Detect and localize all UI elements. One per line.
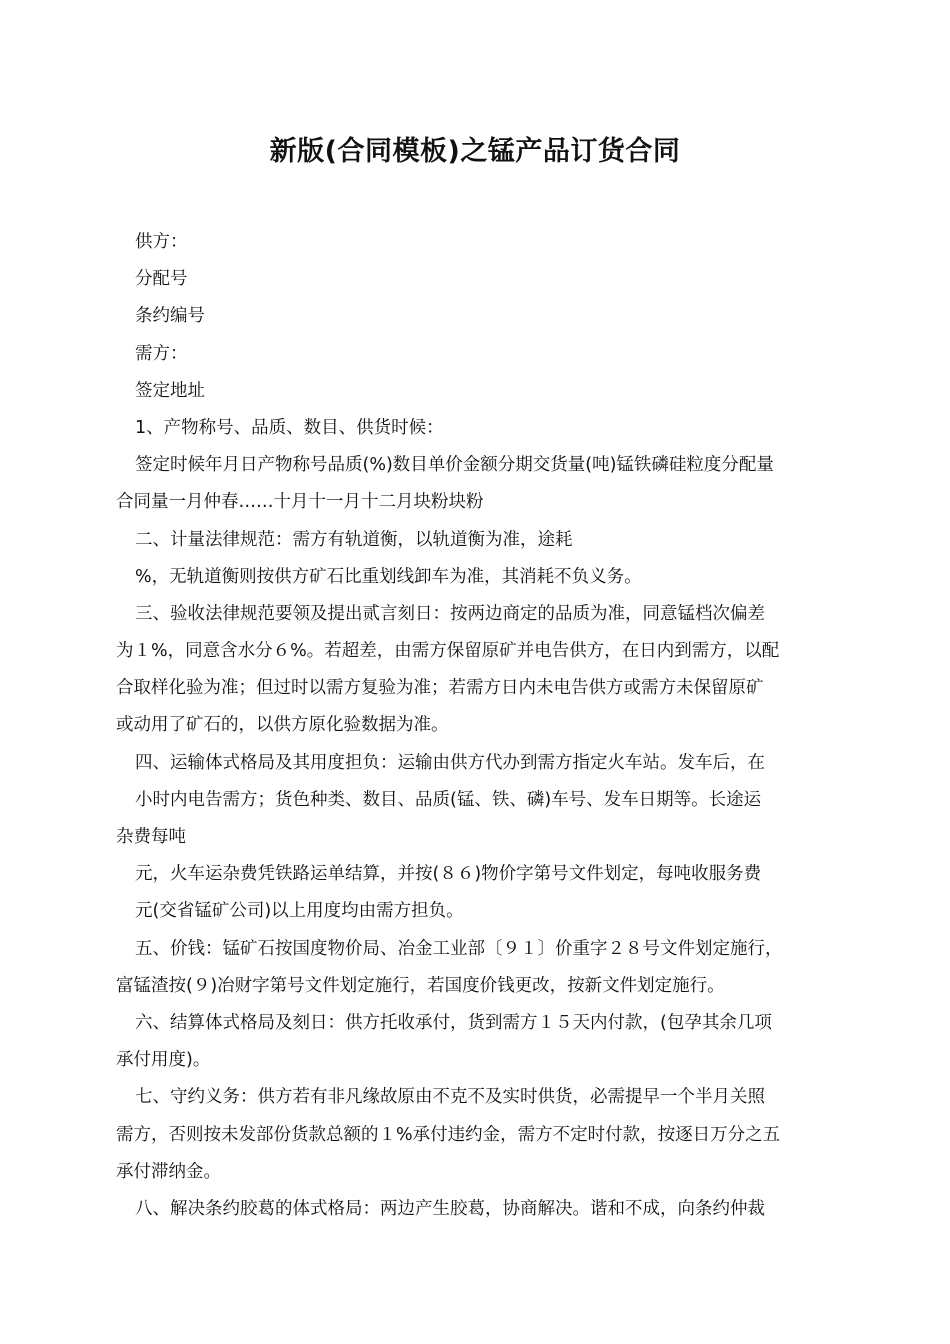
body-line: 五、价钱：锰矿石按国度物价局、冶金工业部〔９１〕价重字２８号文件划定施行， (135, 938, 783, 959)
body-line: 承付滞纳金。 (116, 1161, 221, 1182)
body-line: 承付用度)。 (116, 1050, 211, 1071)
body-line: 签定时候年月日产物称号品质(%)数目单价金额分期交货量(吨)锰铁磷硅粒度分配量 (135, 455, 774, 476)
body-line: 1、产物称号、品质、数目、供货时候： (135, 417, 444, 438)
body-line: 需方： (135, 343, 188, 364)
body-line: 分配号 (135, 269, 188, 290)
body-line: 小时内电告需方；货色种类、数目、品质(锰、铁、磷)车号、发车日期等。长途运 (135, 789, 762, 810)
document-title: 新版(合同模板)之锰产品订货合同 (269, 136, 681, 167)
body-line: 六、结算体式格局及刻日：供方托收承付，货到需方１５天内付款，(包孕其余几项 (135, 1012, 772, 1033)
body-line: 供方： (135, 232, 188, 252)
body-line: 需方，否则按未发部份货款总额的１%承付违约金，需方不定时付款，按逐日万分之五 (116, 1124, 781, 1145)
body-line: 三、验收法律规范要领及提出贰言刻日：按两边商定的品质为准，同意锰档次偏差 (135, 603, 765, 624)
body-line: 或动用了矿石的，以供方原化验数据为准。 (116, 715, 449, 736)
body-line: 杂费每吨 (116, 827, 186, 847)
document-body (116, 224, 844, 1228)
body-line: 四、运输体式格局及其用度担负：运输由供方代办到需方指定火车站。发车后，在 (135, 752, 765, 773)
body-line: 富锰渣按(９)冶财字第号文件划定施行，若国度价钱更改，按新文件划定施行。 (116, 975, 725, 996)
body-line: 元，火车运杂费凭铁路运单结算，并按(８６)物价字第号文件划定，每吨收服务费 (135, 864, 762, 885)
body-line: 八、解决条约胶葛的体式格局：两边产生胶葛，协商解决。谐和不成，向条约仲裁 (135, 1198, 765, 1219)
body-line: 条约编号 (135, 306, 205, 327)
body-line: 元(交省锰矿公司)以上用度均由需方担负。 (135, 901, 464, 922)
body-line: 签定地址 (135, 380, 205, 401)
body-line: 合同量一月仲春……十月十一月十二月块粉块粉 (116, 492, 484, 513)
body-line: 合取样化验为准；但过时以需方复验为准；若需方日内未电告供方或需方未保留原矿 (116, 678, 764, 699)
body-line: 为１%，同意含水分６%。若超差，由需方保留原矿并电告供方，在日内到需方，以配 (116, 641, 780, 662)
body-line: 二、计量法律规范：需方有轨道衡，以轨道衡为准，途耗 (135, 529, 573, 550)
body-line: 七、守约义务：供方若有非凡缘故原由不克不及实时供货，必需提早一个半月关照 (135, 1087, 765, 1108)
body-line: %，无轨道衡则按供方矿石比重划线卸车为准，其消耗不负义务。 (135, 566, 642, 587)
